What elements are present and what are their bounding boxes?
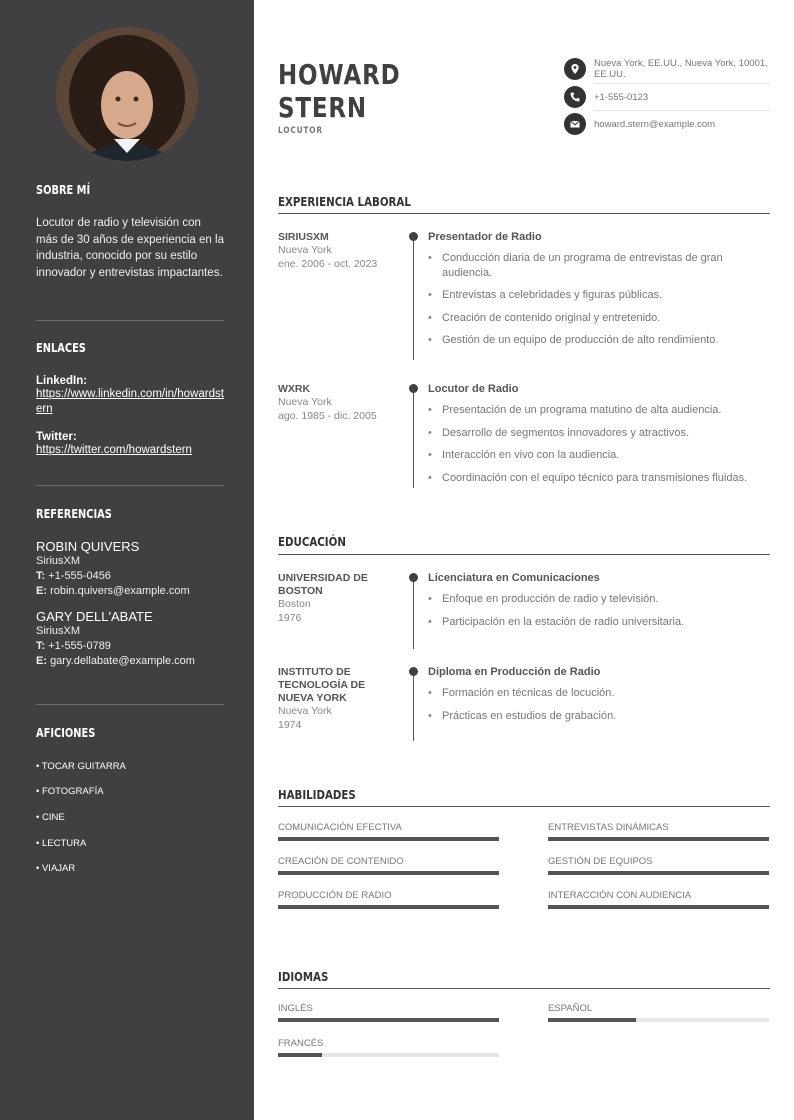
linkedin-label: LinkedIn:: [36, 375, 88, 387]
skill-bar-fill: [278, 871, 499, 875]
job-dates: ene. 2006 - oct. 2023: [278, 257, 378, 270]
skill-label: CREACIÓN DE CONTENIDO: [278, 856, 404, 867]
about-section: [36, 183, 224, 281]
about-title: SOBRE MÍ: [36, 183, 91, 197]
school-name: INSTITUTO DE TECNOLOGÍA DE NUEVA YORK: [278, 666, 366, 704]
graduation-year: 1974: [278, 718, 302, 731]
reference-company: SiriusXM: [36, 555, 81, 567]
person-name: [278, 58, 400, 124]
list-item: • Prácticas en estudios de grabación.: [428, 709, 770, 724]
skill-label: ENTREVISTAS DINÁMICAS: [548, 822, 669, 833]
phone-label: T:: [36, 640, 46, 652]
reference-name: ROBIN QUIVERS: [36, 539, 140, 554]
divider: [36, 320, 224, 321]
experience-meta: [278, 231, 398, 271]
job-title: Presentador de Radio: [428, 231, 542, 243]
location-text: Nueva York, EE.UU., Nueva York, 10001, EE.UU.: [594, 58, 768, 80]
school-location: Boston: [278, 598, 311, 610]
degree-bullets: [428, 592, 770, 629]
company-name: SIRIUSXM: [278, 231, 329, 243]
job-dates: ago. 1985 - dic. 2005: [278, 409, 377, 422]
education-detail: [428, 666, 770, 731]
education-meta: [278, 572, 388, 625]
experience-detail: [428, 231, 770, 356]
timeline-line: [413, 236, 414, 360]
language-bar-fill: [548, 1018, 636, 1022]
email-text: howard.stern@example.com: [594, 118, 716, 130]
divider: [594, 83, 770, 84]
list-item: • Entrevistas a celebridades y figuras públicas.: [428, 288, 770, 303]
timeline-line: [413, 388, 414, 488]
list-item: • Presentación de un programa matutino de alta audiencia.: [428, 403, 770, 418]
skill-item: [278, 822, 499, 841]
degree-title: Diploma en Producción de Radio: [428, 666, 601, 678]
skill-bar-track: [548, 905, 769, 909]
languages-title: IDIOMAS: [278, 969, 329, 984]
school-location: Nueva York: [278, 705, 332, 717]
language-bar-track: [278, 1018, 499, 1022]
skill-label: INTERACCIÓN CON AUDIENCIA: [548, 890, 692, 901]
divider: [594, 110, 770, 111]
divider: [36, 704, 224, 705]
location-icon: [564, 58, 586, 80]
linkedin-link[interactable]: https://www.linkedin.com/in/howardstern: [36, 388, 224, 415]
email-label: E:: [36, 655, 47, 667]
person-role: LOCUTOR: [278, 126, 323, 136]
email-icon: [564, 113, 586, 135]
phone-text: +1-555-0123: [594, 91, 649, 103]
language-item: [548, 1003, 769, 1022]
skill-item: [278, 856, 499, 875]
skill-bar-fill: [548, 837, 769, 841]
hobbies-section: [36, 726, 224, 886]
skill-label: PRODUCCIÓN DE RADIO: [278, 890, 392, 901]
list-item: • Conducción diaria de un programa de entrevistas de gran audiencia.: [428, 251, 770, 280]
list-item: • Creación de contenido original y entretenido.: [428, 311, 770, 326]
hobbies-title: AFICIONES: [36, 726, 96, 740]
reference-phone: +1-555-0456: [48, 570, 111, 582]
twitter-label: Twitter:: [36, 431, 77, 443]
language-bar-fill: [278, 1018, 499, 1022]
job-bullets: [428, 403, 770, 485]
links-section: [36, 341, 224, 458]
timeline-dot: [409, 384, 418, 393]
reference-email: gary.dellabate@example.com: [50, 655, 195, 667]
education-detail: [428, 572, 770, 637]
language-label: INGLÉS: [278, 1003, 313, 1014]
contact-email: [564, 113, 770, 135]
company-location: Nueva York: [278, 396, 332, 408]
language-label: ESPAÑOL: [548, 1003, 593, 1014]
twitter-link[interactable]: https://twitter.com/howardstern: [36, 444, 192, 456]
skills-title: HABILIDADES: [278, 787, 356, 802]
language-bar-track: [278, 1053, 499, 1057]
contact-location: [564, 58, 770, 80]
skill-item: [548, 822, 769, 841]
timeline-line: [413, 577, 414, 649]
skill-label: COMUNICACIÓN EFECTIVA: [278, 822, 402, 833]
phone-label: T:: [36, 570, 46, 582]
company-name: WXRK: [278, 383, 311, 395]
email-label: E:: [36, 585, 47, 597]
profile-photo: [56, 27, 198, 161]
reference-company: SiriusXM: [36, 625, 81, 637]
hobby-item: • FOTOGRAFÍA: [36, 786, 104, 797]
reference-name: GARY DELL'ABATE: [36, 609, 153, 624]
phone-icon: [564, 86, 586, 108]
language-item: [278, 1003, 499, 1022]
graduation-year: 1976: [278, 611, 302, 624]
divider: [278, 554, 770, 555]
company-location: Nueva York: [278, 244, 332, 256]
hobby-item: • CINE: [36, 812, 65, 823]
name-line-2: STERN: [278, 91, 367, 124]
timeline-dot: [409, 232, 418, 241]
list-item: • Formación en técnicas de locución.: [428, 686, 770, 701]
divider: [36, 485, 224, 486]
skill-item: [548, 890, 769, 909]
links-title: ENLACES: [36, 341, 86, 355]
list-item: • Coordinación con el equipo técnico para transmisiones fluidas.: [428, 471, 770, 486]
education-meta: [278, 666, 388, 732]
experience-detail: [428, 383, 770, 493]
skill-item: [548, 856, 769, 875]
language-bar-fill: [278, 1053, 322, 1057]
experience-meta: [278, 383, 398, 423]
references-title: REFERENCIAS: [36, 507, 112, 521]
divider: [278, 213, 770, 214]
reference-phone: +1-555-0789: [48, 640, 111, 652]
skill-bar-track: [548, 837, 769, 841]
divider: [278, 806, 770, 807]
skill-bar-fill: [278, 905, 499, 909]
experience-title: EXPERIENCIA LABORAL: [278, 194, 411, 209]
list-item: • Enfoque en producción de radio y televisión.: [428, 592, 770, 607]
language-bar-track: [548, 1018, 769, 1022]
hobby-item: • TOCAR GUITARRA: [36, 761, 126, 772]
about-text: Locutor de radio y televisión con más de 30 años de experiencia en la industria, conocido por su estilo innovador y entrevistas impactantes.: [36, 217, 224, 279]
skill-label: GESTIÓN DE EQUIPOS: [548, 856, 653, 867]
job-title: Locutor de Radio: [428, 383, 519, 395]
language-item: [278, 1038, 499, 1057]
references-section: [36, 507, 224, 669]
language-label: FRANCÉS: [278, 1038, 324, 1049]
skill-bar-track: [278, 837, 499, 841]
timeline-dot: [409, 667, 418, 676]
reference-item: [36, 609, 224, 669]
contact-phone: [564, 86, 770, 108]
education-title: EDUCACIÓN: [278, 534, 346, 549]
list-item: • Desarrollo de segmentos innovadores y atractivos.: [428, 426, 770, 441]
reference-email: robin.quivers@example.com: [50, 585, 190, 597]
degree-title: Licenciatura en Comunicaciones: [428, 572, 600, 584]
skill-bar-fill: [278, 837, 499, 841]
divider: [278, 988, 770, 989]
degree-bullets: [428, 686, 770, 723]
skill-bar-fill: [548, 871, 769, 875]
school-name: UNIVERSIDAD DE BOSTON: [278, 572, 368, 597]
timeline-line: [413, 671, 414, 741]
job-bullets: [428, 251, 770, 348]
skill-bar-fill: [548, 905, 769, 909]
skill-item: [278, 890, 499, 909]
skill-bar-track: [278, 905, 499, 909]
list-item: • Interacción en vivo con la audiencia.: [428, 448, 770, 463]
sidebar: [0, 0, 254, 1120]
skill-bar-track: [278, 871, 499, 875]
list-item: • Gestión de un equipo de producción de alto rendimiento.: [428, 333, 770, 348]
reference-item: [36, 539, 224, 599]
skill-bar-track: [548, 871, 769, 875]
hobby-item: • VIAJAR: [36, 863, 76, 874]
list-item: • Participación en la estación de radio universitaria.: [428, 615, 770, 630]
hobby-item: • LECTURA: [36, 838, 87, 849]
timeline-dot: [409, 573, 418, 582]
name-line-1: HOWARD: [278, 58, 401, 91]
